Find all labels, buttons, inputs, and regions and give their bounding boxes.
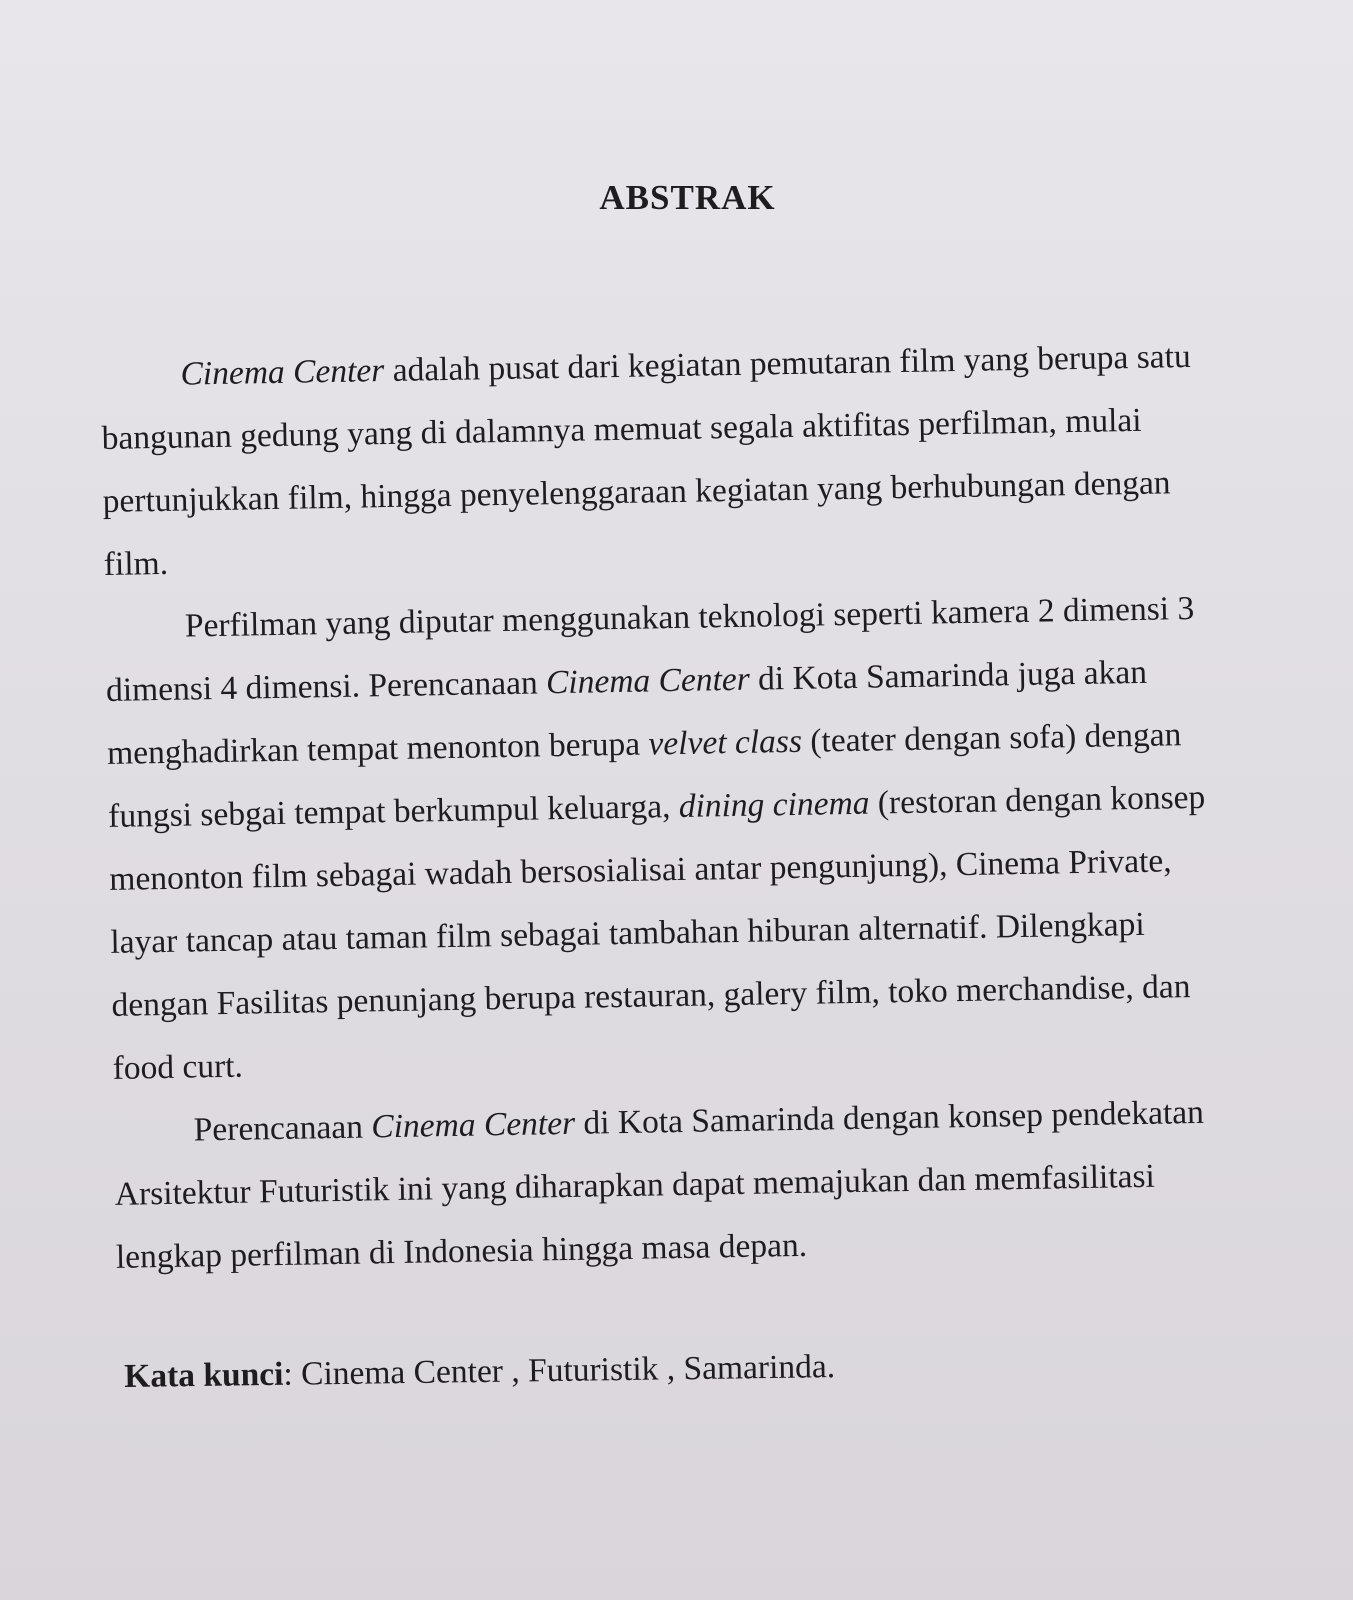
text-segment: di Kota Samarinda dengan konsep pendekatan [574, 1093, 1205, 1142]
abstract-body [100, 324, 1281, 1289]
text-segment: menghadirkan tempat menonton berupa [106, 725, 649, 772]
text-segment: Perencanaan [193, 1108, 372, 1149]
keywords-label: Kata kunci [124, 1355, 284, 1395]
text-segment: (restoran dengan konsep [869, 778, 1206, 822]
italic-term: velvet class [648, 722, 803, 763]
keywords [124, 1348, 835, 1396]
page-title: ABSTRAK [599, 178, 776, 217]
text-segment: adalah pusat dari kegiatan pemutaran film yang berupa satu [383, 337, 1191, 390]
paragraph-1 [100, 324, 1269, 596]
text-segment: (teater dengan sofa) dengan [801, 716, 1182, 760]
italic-term: dining cinema [678, 784, 870, 825]
text-line: Arsitektur Futuristik ini yang diharapkan dapat memajukan dan memfasilitasi [114, 1157, 1156, 1213]
text-line: film. [103, 544, 169, 583]
italic-term: Cinema Center [180, 352, 385, 393]
italic-term: Cinema Center [545, 660, 751, 702]
text-line: layar tancap atau taman film sebagai tambahan hiburan alternatif. Dilengkapi [110, 905, 1145, 961]
text-line: bangunan gedung yang di dalamnya memuat segala aktifitas perfilman, mulai [101, 401, 1142, 457]
text-segment: fungsi sebgai tempat berkumpul keluarga, [107, 787, 680, 835]
paragraph-3 [113, 1080, 1281, 1289]
text-line: pertunjukkan film, hingga penyelenggaraan kegiatan yang berhubungan dengan [102, 464, 1171, 520]
text-line: food curt. [112, 1047, 244, 1087]
text-line: dengan Fasilitas penunjang berupa restauran, galery film, toko merchandise, dan [111, 968, 1191, 1024]
text-line: menonton film sebagai wadah bersosialisai antar pengunjung), Cinema Private, [109, 842, 1172, 898]
paragraph-2 [104, 576, 1278, 1100]
text-line: Perfilman yang diputar menggunakan teknologi seperti kamera 2 dimensi 3 [184, 589, 1195, 645]
italic-term: Cinema Center [371, 1104, 576, 1146]
text-line: lengkap perfilman di Indonesia hingga masa depan. [115, 1226, 808, 1276]
text-segment: di Kota Samarinda juga akan [749, 653, 1148, 698]
keywords-text: : Cinema Center , Futuristik , Samarinda. [283, 1348, 836, 1393]
text-segment: dimensi 4 dimensi. Perencanaan [105, 664, 547, 709]
